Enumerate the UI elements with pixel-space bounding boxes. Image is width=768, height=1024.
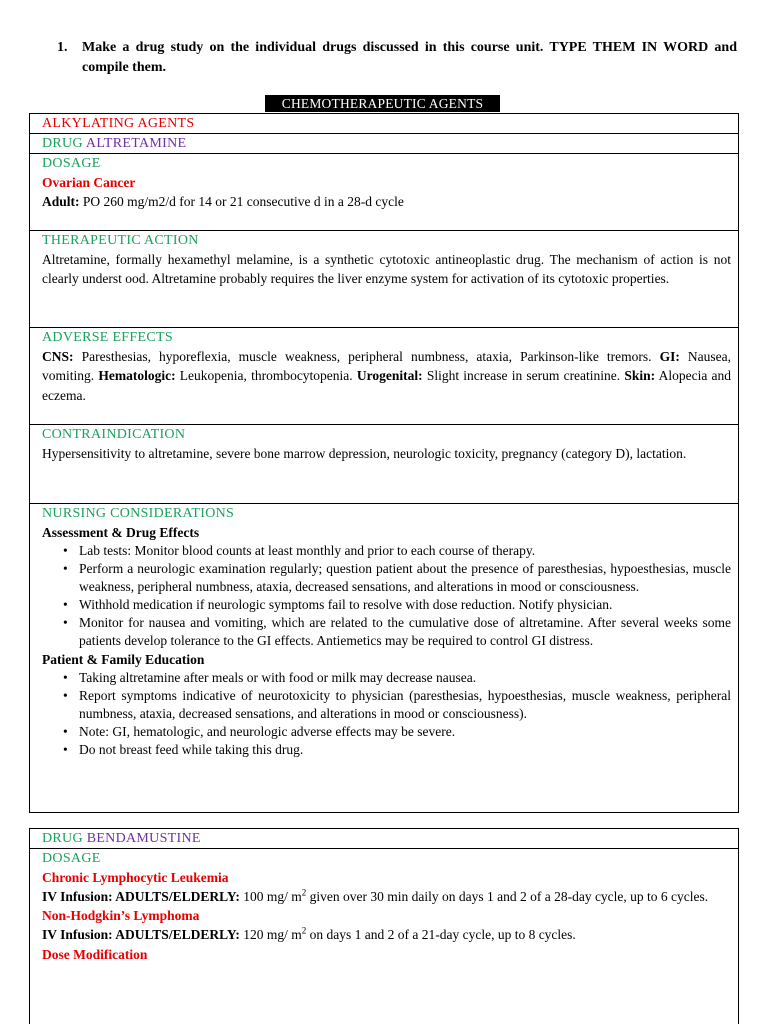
hema-text: Leukopenia, thrombocytopenia. bbox=[175, 368, 353, 384]
drug-heading bbox=[42, 134, 731, 153]
adverse-header: ADVERSE EFFECTS bbox=[42, 330, 173, 345]
indication-nhl: Non-Hodgkin’s Lymphoma bbox=[42, 908, 200, 924]
drug-name: ALTRETAMINE bbox=[85, 136, 187, 151]
skin-label: Skin: bbox=[624, 368, 656, 384]
adult-text: PO 260 mg/m2/d for 14 or 21 consecutive d in a 28-d cycle bbox=[79, 194, 404, 209]
therapeutic-row bbox=[30, 230, 738, 327]
adult-label: Adult: bbox=[42, 194, 80, 209]
dosage-header: DOSAGE bbox=[42, 156, 101, 171]
skin-text: Alopecia and eczema. bbox=[42, 368, 732, 403]
dose-superscript: 2 bbox=[301, 887, 307, 898]
contraindication-row bbox=[30, 424, 738, 503]
drug-name: BENDAMUSTINE bbox=[86, 831, 201, 846]
dose-cll bbox=[42, 887, 731, 906]
dose-value: 120 mg/ m bbox=[239, 927, 302, 943]
dose-superscript: 2 bbox=[301, 925, 307, 936]
dose-text: on days 1 and 2 of a 21-day cycle, up to 8 cycles. bbox=[306, 927, 576, 943]
instruction-number: 1. bbox=[57, 40, 68, 55]
drug-table-altretamine bbox=[29, 113, 739, 813]
adverse-text bbox=[42, 347, 731, 405]
uro-label: Urogenital: bbox=[356, 368, 423, 384]
list-item: • Lab tests: Monitor blood counts at least monthly and prior to each course of therapy. bbox=[79, 542, 731, 560]
drug-heading bbox=[42, 829, 731, 848]
uro-text: Slight increase in serum creatinine. bbox=[422, 368, 621, 384]
drug-label: DRUG bbox=[42, 136, 83, 151]
list-item: • Report symptoms indicative of neurotoxicity to physician (paresthesias, hypoesthesias, muscle weakness, peripheral numbness, ataxia, decreased sensations, and alterations in mood or consciousness). bbox=[79, 687, 731, 723]
dose-nhl bbox=[42, 925, 731, 944]
assessment-header: Assessment & Drug Effects bbox=[42, 525, 200, 540]
education-header: Patient & Family Education bbox=[42, 652, 205, 667]
gi-label: GI: bbox=[659, 349, 680, 364]
drug-row bbox=[30, 133, 738, 153]
therapeutic-header: THERAPEUTIC ACTION bbox=[42, 233, 199, 248]
category-row bbox=[30, 114, 738, 133]
category-title: ALKYLATING AGENTS bbox=[42, 116, 195, 131]
dosage-header: DOSAGE bbox=[42, 851, 101, 866]
list-item: • Note: GI, hematologic, and neurologic adverse effects may be severe. bbox=[79, 723, 731, 741]
instruction-text: Make a drug study on the individual drugs discussed in this course unit. TYPE THEM IN WORD and compile them. bbox=[82, 40, 737, 75]
route-label: IV Infusion: ADULTS/ELDERLY: bbox=[42, 889, 240, 904]
dose-text: given over 30 min daily on days 1 and 2 of a 28-day cycle, up to 6 cycles. bbox=[306, 889, 709, 904]
nursing-row bbox=[30, 503, 738, 812]
nursing-header: NURSING CONSIDERATIONS bbox=[42, 506, 235, 521]
indication-cll: Chronic Lymphocytic Leukemia bbox=[42, 870, 229, 885]
assessment-list bbox=[42, 542, 731, 650]
cns-text: Paresthesias, hyporeflexia, muscle weakness, peripheral numbness, ataxia, Parkinson-like tremors. bbox=[73, 349, 652, 364]
route-label: IV Infusion: ADULTS/ELDERLY: bbox=[42, 927, 240, 943]
contra-header: CONTRAINDICATION bbox=[42, 427, 186, 442]
contra-text: Hypersensitivity to altretamine, severe bone marrow depression, neurologic toxicity, pregnancy (category D), lactation. bbox=[42, 446, 687, 461]
drug-table-bendamustine bbox=[29, 828, 739, 1024]
list-item: • Withhold medication if neurologic symptoms fail to resolve with dose reduction. Notify physician. bbox=[79, 596, 731, 614]
drug-row bbox=[30, 829, 738, 848]
cns-label: CNS: bbox=[42, 349, 74, 364]
gi-text: Nausea, vomiting. bbox=[42, 349, 732, 384]
therapeutic-text: Altretamine, formally hexamethyl melamine, is a synthetic cytotoxic antineoplastic drug. The mechanism of action is not clearly underst ood. Altretamine probably requires the liver enzyme system for activation of its cytotoxic properties. bbox=[42, 252, 731, 287]
list-item: • Monitor for nausea and vomiting, which are related to the cumulative dose of altretamine. After several weeks some patients develop tolerance to the GI effects. Antiemetics may be required to control GI distress. bbox=[79, 614, 731, 650]
adult-dose bbox=[42, 192, 731, 211]
dose-modification: Dose Modification bbox=[42, 946, 148, 962]
dosage-row bbox=[30, 153, 738, 230]
list-item: • Do not breast feed while taking this drug. bbox=[79, 741, 731, 759]
list-item: • Taking altretamine after meals or with food or milk may decrease nausea. bbox=[79, 669, 731, 687]
hema-label: Hematologic: bbox=[98, 368, 176, 384]
section-banner: CHEMOTHERAPEUTIC AGENTS bbox=[265, 95, 500, 112]
instruction bbox=[57, 38, 737, 78]
list-item: • Perform a neurologic examination regularly; question patient about the presence of paresthesias, hypoesthesias, muscle weakness, peripheral numbness, ataxia, decreased sensations, and alterations in mood or consciousness. bbox=[79, 560, 731, 596]
dose-value: 100 mg/ m bbox=[239, 889, 302, 904]
education-list bbox=[42, 669, 731, 759]
adverse-row bbox=[30, 327, 738, 424]
dosage-row bbox=[30, 848, 738, 964]
drug-label: DRUG bbox=[42, 831, 83, 846]
indication: Ovarian Cancer bbox=[42, 175, 136, 190]
